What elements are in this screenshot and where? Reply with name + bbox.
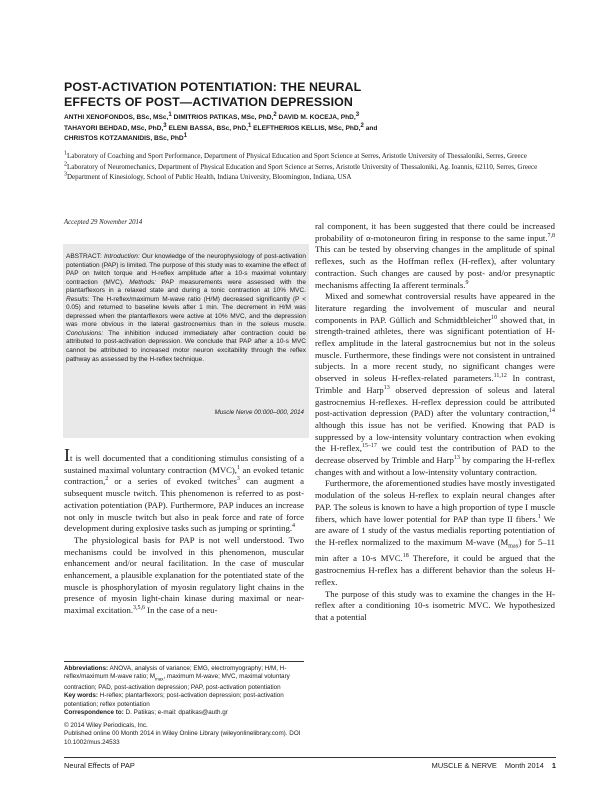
citation-sup: 13 xyxy=(453,455,460,462)
citation-sup: 4 xyxy=(292,523,296,530)
issue-date: Month 2014 xyxy=(504,761,544,770)
body-paragraph xyxy=(64,535,304,617)
citation-sup: 1 xyxy=(537,513,541,520)
body-text: The physiological basis for PAP is not well understood. Two mechanisms could be involved in this phenomenon, muscular enhancement and/or neural facilitation. In the case of muscular enhancement, a plausible explanation for the potentiated state of the muscle is phosphorylation of myosin regulatory light chains in the presence of myosin light-chain kinase during maximal or near-maximal excitation. xyxy=(64,534,304,616)
running-footer xyxy=(424,761,556,770)
body-text: can augment a subsequent muscle twitch. This phenomenon is referred to as post-activation potentiation (PAP). Furthermore, PAP induces an increase not only in muscle twitch but also in peak force and rate of force development during explosive tasks such as jumping or sprinting. xyxy=(64,476,305,534)
body-text: although this issue has not be verified. Knowing that PAD is suppressed by a low-intensity voluntary contraction when evoking the H-reflex, xyxy=(315,419,555,454)
body-column-left xyxy=(64,445,305,617)
author-affil-sup: 2 xyxy=(360,122,364,129)
author-affil-sup: 1 xyxy=(168,111,172,118)
body-text: observed depression of soleus and lateral gastrocnemius H-reflexes. H-reflex depression could be attributed post-activation depression (PAD) after the voluntary contraction, xyxy=(315,384,555,419)
drop-cap: I xyxy=(64,445,70,465)
body-text: Furthermore, the aforementioned studies have mostly investigated modulation of the soleus H-reflex to explain neural changes after PAP. The soleus is known to have a high proportion of type I muscle fibers, which have lower potential for PAP than type II fibers. xyxy=(315,478,555,524)
abstract-results: The H-reflex/maximum M-wave ratio (H/M) decreased significantly (P < 0.05) and returned to baseline levels after 1 min. The decrement in H/M was depressed when the plantarflexors were active at 10% MVC, and the depression was more obvious in the lateral gastrocnemius than in the soleus muscle. xyxy=(66,295,306,329)
abstract-methods-label: Methods: xyxy=(129,278,156,286)
citation-sup: 9 xyxy=(465,279,469,286)
author-affil-sup: 1 xyxy=(247,122,252,129)
body-paragraph xyxy=(64,445,305,535)
author-line-2 xyxy=(64,124,554,135)
body-paragraph xyxy=(315,589,555,624)
citation-sup: 7,8 xyxy=(547,232,555,239)
abstract-text xyxy=(66,253,306,364)
abbreviations-text: , maximum M-wave; MVC, maximal voluntary contraction; PAD, post-activation depression; PAP, post-activation potentiation xyxy=(64,673,290,692)
correspondence-label: Correspondence to: xyxy=(64,709,124,717)
copyright-note: © 2014 Wiley Periodicals, Inc. xyxy=(64,721,148,729)
affiliation-3 xyxy=(64,171,556,183)
running-title: Neural Effects of PAP xyxy=(64,761,135,770)
affiliation-2 xyxy=(64,161,556,173)
body-text: we could test the contribution of PAD to the decrease observed by Trimble and Harp xyxy=(315,443,555,466)
author-name: ANTHI XENOFONDOS, BSc, MSc, xyxy=(64,114,169,121)
article-title xyxy=(64,80,544,110)
author-affil-sup: 2 xyxy=(273,111,277,118)
abstract-conclusions-label: Conclusions: xyxy=(66,329,104,337)
citation-sup: 2 xyxy=(105,476,109,483)
correspondence-note xyxy=(64,709,304,717)
body-text: Therefore, it could be argued that the gastrocnemius H-reflex has a different behavior than the soleus H-reflex. xyxy=(315,553,556,587)
journal-name: MUSCLE & NERVE xyxy=(431,761,497,770)
page-number: 1 xyxy=(551,761,556,770)
author-name: DIMITRIOS PATIKAS, MSc, PhD, xyxy=(171,114,274,121)
abstract-methods: PAP measurements were assessed with the plantarflexors in a relaxed state and during a tonic contraction at 10% MVC. xyxy=(66,278,306,295)
citation-sup: 1 xyxy=(236,464,240,471)
author-name: DAVID M. KOCEJA, PhD, xyxy=(276,114,356,121)
body-text: showed that, in strength-trained athletes, there was significant potentiation of H-reflex amplitude in the lateral gastrocnemius but not in the soleus muscle. Furthermore, these findings were not consistent in untrained subjects. In a more recent study, no significant changes were observed in soleus H-reflex-related parameters. xyxy=(315,314,555,384)
body-text: In the case of a neu- xyxy=(145,605,218,616)
author-affil-sup: 3 xyxy=(355,111,360,118)
body-text: This can be tested by observing changes in the amplitude of spinal reflexes, such as the Hoffman reflex (H-reflex), after voluntary contraction. Such changes are caused by post- and/or presynaptic mechanisms affecting Ia afferent terminals. xyxy=(315,244,555,290)
body-text: Mixed and somewhat controversial results have appeared in the literature regarding the involvement of muscular and neural components in PAP. Güllich and Schmidtbleicher xyxy=(315,291,555,325)
body-text: or a series of evoked twitches xyxy=(108,476,237,487)
affiliation-1 xyxy=(64,150,556,162)
body-text: t is well documented that a conditioning stimulus consisting of a sustained maximal voluntary contraction (MVC), xyxy=(64,453,304,475)
author-name: ELEFTHERIOS KELLIS, MSc, PhD, xyxy=(251,124,361,132)
abstract-intro: Our knowledge of the neurophysiology of post-activation potentiation (PAP) is limited. The purpose of this study was to examine the effect of PAP on twitch torque and H-reflex amplitude after a 10-s maximal voluntary contraction (MVC). xyxy=(66,253,306,286)
author-name: CHRISTOS KOTZAMANIDIS, BSc, PhD xyxy=(64,135,184,142)
title-line-2: EFFECTS OF POST—ACTIVATION DEPRESSION xyxy=(64,95,353,109)
affiliation-text: Laboratory of Neuromechanics, Department of Physical Education and Sport Science at Serres, Aristotle University of Thessaloniki, Ag. Ioannis, 62110, Serres, Greece xyxy=(67,162,538,171)
published-note: Published online 00 Month 2014 in Wiley Online Library (wileyonlinelibrary.com). DOI 10.1002/mus.24533 xyxy=(64,730,301,746)
title-line-1: POST-ACTIVATION POTENTIATION: THE NEURAL xyxy=(64,80,362,94)
body-paragraph xyxy=(315,291,555,478)
journal-citation: Muscle Nerve 00:000–000, 2014 xyxy=(214,409,304,416)
footnote-divider xyxy=(64,661,304,662)
subscript: max xyxy=(508,543,519,550)
citation-sup: 3,5,6 xyxy=(133,605,145,612)
author-list xyxy=(64,113,554,145)
affiliation-text: Department of Kinesiology, School of Public Health, Indiana University, Bloomington, Indiana, USA xyxy=(67,173,352,181)
keywords-note xyxy=(64,692,304,709)
correspondence-text: D. Patikas; e-mail: dpatikas@auth.gr xyxy=(123,709,228,717)
citation-sup: 3 xyxy=(236,476,240,483)
body-text: an evoked tetanic contraction, xyxy=(64,464,304,487)
citation-sup: 11,12 xyxy=(493,373,507,380)
author-name: TAHAYORI BEHDAD, MSc, PhD, xyxy=(64,124,164,132)
affiliation-number: 3 xyxy=(64,171,67,178)
affiliations xyxy=(64,151,556,183)
citation-sup: 13 xyxy=(383,384,390,391)
author-affil-sup: 3 xyxy=(163,122,167,129)
abbreviations-label: Abbreviations: xyxy=(64,665,109,672)
body-text: ral component, it has been suggested that there could be increased probability of α-motoneuron firing in response to the same input. xyxy=(315,221,555,243)
author-line-3 xyxy=(64,134,554,145)
author-affil-sup: 1 xyxy=(183,132,188,139)
body-text: by comparing the H-reflex changes with and without a low-intensity voluntary contraction. xyxy=(315,455,555,477)
body-text: In contrast, Trimble and Harp xyxy=(315,373,555,395)
body-text: ) for 5–11 min after a 10-s MVC. xyxy=(315,536,556,564)
author-and: and xyxy=(363,124,378,132)
affiliation-text: Laboratory of Coaching and Sport Performance, Department of Physical Education and Sport Science at Serres, Aristotle University of Thessaloniki, Serres, Greece xyxy=(67,152,527,160)
abstract-conclusions: The inhibition induced immediately after contraction could be attributed to post-activation depression. We conclude that PAP after a 10-s MVC cannot be attributed to increased motor neuron excitability through the reflex pathway as assessed by the H-reflex technique. xyxy=(66,329,306,363)
body-text: We are aware of 1 study of the vastus medialis reporting potentiation of the H-reflex normalized to the maximum M-wave (M xyxy=(315,513,556,547)
abbreviations-text: ANOVA, analysis of variance; EMG, electromyography; H/M, H-reflex/maximum M-wave ratio; M xyxy=(64,665,287,681)
citation-sup: 10 xyxy=(491,314,498,321)
author-line-1 xyxy=(64,113,554,124)
body-paragraph xyxy=(315,478,555,588)
abstract-intro-label: Introduction: xyxy=(103,253,140,260)
abstract-label: ABSTRACT: xyxy=(66,253,102,260)
footer-divider xyxy=(64,757,556,758)
keywords-label: Key words: xyxy=(64,692,98,700)
keywords-text: H-reflex; plantarflexors; post-activation depression; post-activation potentiation; reflex potentiation xyxy=(64,692,284,708)
footnotes xyxy=(64,665,304,747)
abstract-results-label: Results: xyxy=(66,295,90,303)
accepted-date: Accepted 29 November 2014 xyxy=(64,219,143,226)
affiliation-number: 2 xyxy=(64,161,67,168)
author-name: ELENI BASSA, BSc, PhD, xyxy=(166,124,248,132)
citation-sup: 15–17 xyxy=(361,443,377,450)
citation-sup: 18 xyxy=(402,553,409,560)
body-text: The purpose of this study was to examine the changes in the H-reflex after a conditioning 10-s isometric MVC. We hypothesized that a potential xyxy=(315,588,555,622)
affiliation-number: 1 xyxy=(64,150,67,157)
abbreviations-note xyxy=(64,665,304,692)
subscript: max xyxy=(154,676,164,682)
citation-sup: 14 xyxy=(549,408,555,415)
body-column-right xyxy=(315,221,555,624)
body-paragraph xyxy=(315,221,555,291)
